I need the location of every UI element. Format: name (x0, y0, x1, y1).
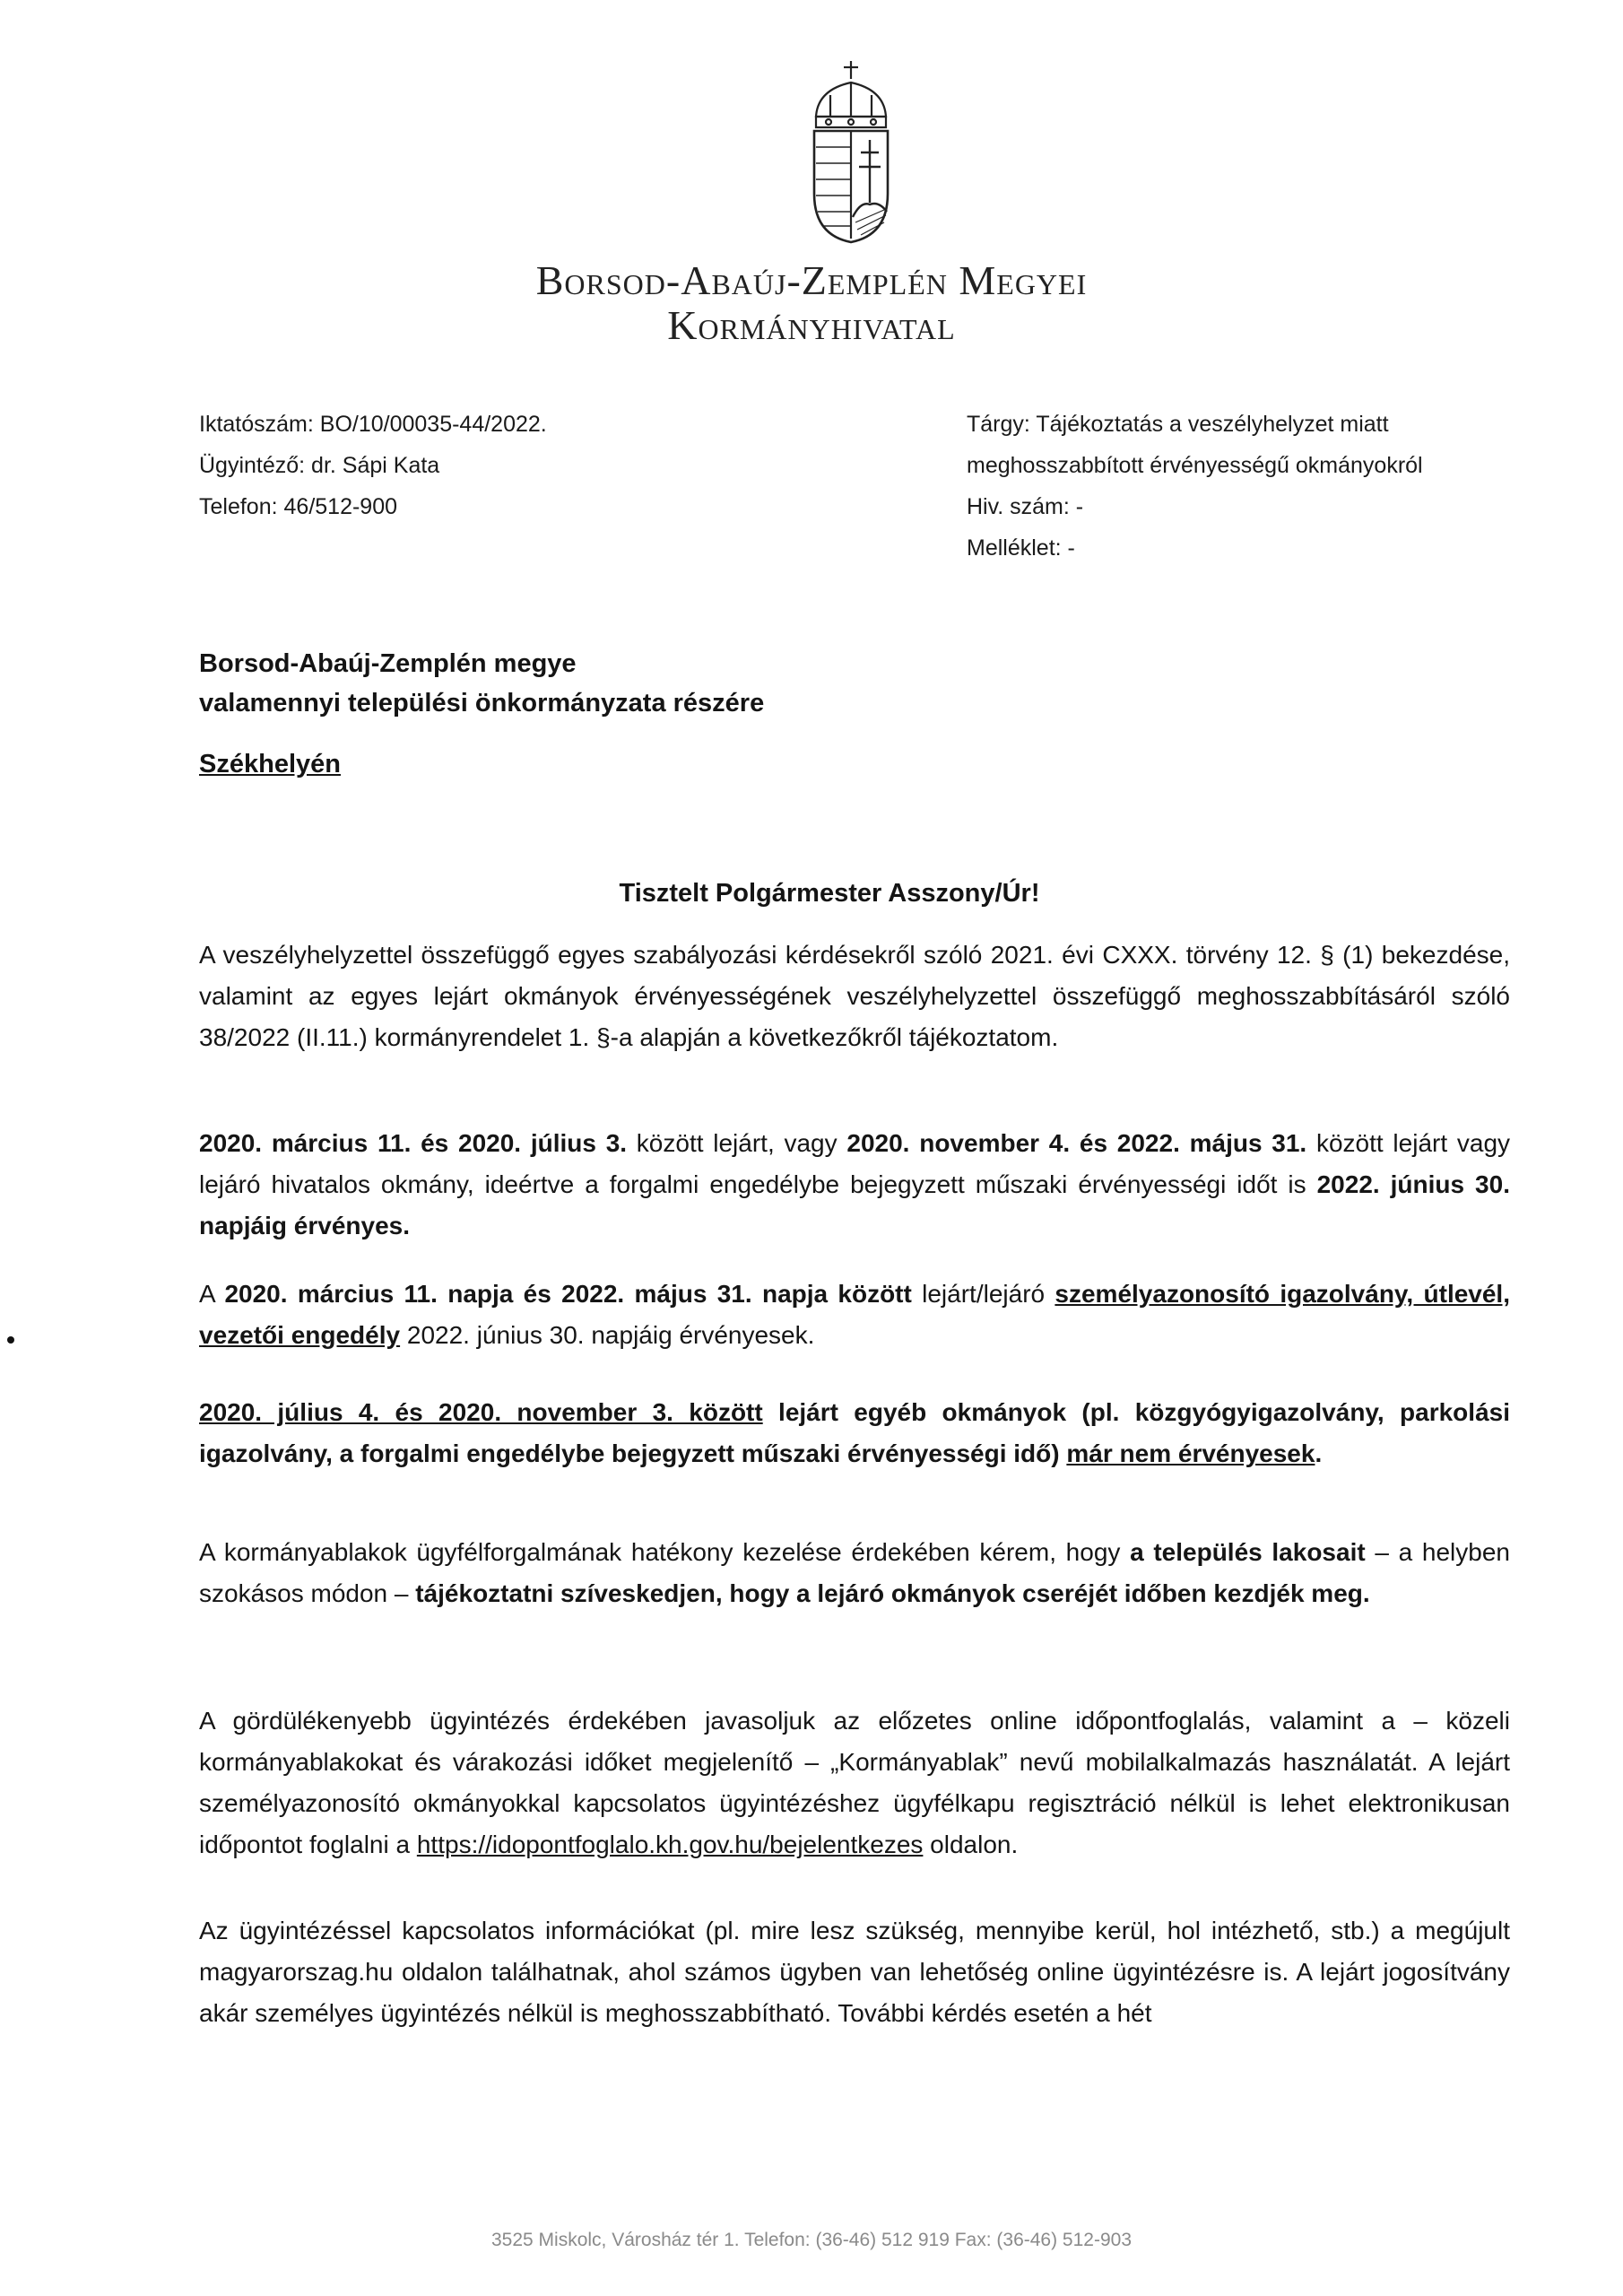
addressee-line1: Borsod-Abaúj-Zemplén megye (199, 649, 577, 678)
footer-address: 3525 Miskolc, Városház tér 1. Telefon: (36-46) 512 919 Fax: (36-46) 512-903 (490, 2230, 1133, 2250)
meta-left (199, 404, 547, 527)
filing-number: Iktatószám: BO/10/00035-44/2022. (199, 412, 547, 437)
request-inform: tájékoztatni szíveskedjen, hogy a lejáró okmányok cseréjét időben kezdjék meg. (415, 1579, 1370, 1607)
validity-period-2: 2020. november 4. és 2022. május 31. (846, 1129, 1307, 1157)
reference-number: Hiv. szám: - (967, 494, 1084, 519)
salutation: Tisztelt Polgármester Asszony/Úr! (619, 879, 1040, 908)
paragraph-end: . (1315, 1439, 1323, 1467)
addressee-line2: valamennyi települési önkormányzata részére (199, 689, 765, 718)
paragraph-text: A (199, 1280, 225, 1308)
office-name-line1: Borsod-Abaúj-Zemplén Megyei (535, 257, 1088, 303)
addressee (199, 644, 764, 723)
paragraph-other-documents (199, 1392, 1510, 1474)
paragraph-id-documents (199, 1274, 1510, 1356)
validity-period-1: 2020. március 11. és 2020. július 3. (199, 1129, 628, 1157)
id-document-types: személyazonosító igazolvány, útlevél, vezetői engedély (199, 1280, 1510, 1349)
addressee-seat: Székhelyén (199, 750, 341, 778)
phone-number: Telefon: 46/512-900 (199, 494, 398, 519)
id-validity-period: 2020. március 11. napja és 2022. május 31. napja között (224, 1280, 912, 1308)
hungarian-coat-of-arms-icon (803, 59, 898, 244)
case-officer: Ügyintéző: dr. Sápi Kata (199, 453, 440, 478)
paragraph-request (199, 1532, 1510, 1614)
margin-dot (7, 1336, 14, 1344)
paragraph-text: között lejárt, vagy (627, 1129, 847, 1157)
paragraph-text: A kormányablakok ügyfélforgalmának hatékony kezelése érdekében kérem, hogy (199, 1538, 1131, 1566)
meta-right (967, 404, 1423, 569)
paragraph-validity (199, 1123, 1510, 1247)
paragraph-text: A gördülékenyebb ügyintézés érdekében javasoljuk az előzetes online időpontfoglalás, valamint a – közeli kormányablakokat és várakozási időket megjelenítő – „Kormányablak” nevű mobilalkalmazás használatát. A lejárt személyazonosító okmányokkal kapcsolatos ügyintézéshez ügyfélkapu regisztráció nélkül is lehet elektronikusan időpontot foglalni a (199, 1707, 1510, 1858)
attachment: Melléklet: - (967, 535, 1075, 561)
request-residents: a település lakosait (1130, 1538, 1366, 1566)
office-name-line2: Kormányhivatal (667, 302, 956, 348)
paragraph-text: 2022. június 30. napjáig érvényesek. (400, 1321, 815, 1349)
subject-line1: Tárgy: Tájékoztatás a veszélyhelyzet miatt (967, 412, 1389, 437)
paragraph-text: – a helyben szokásos módon – (199, 1538, 1510, 1607)
other-docs-period: 2020. július 4. és 2020. november 3. között (199, 1398, 763, 1426)
booking-link[interactable]: https://idopontfoglalo.kh.gov.hu/bejelentkezes (416, 1831, 924, 1858)
paragraph-text: lejárt egyéb okmányok (pl. közgyógyigazolvány, parkolási igazolvány, a forgalmi engedélybe bejegyzett műszaki érvényességi idő) (199, 1398, 1510, 1467)
paragraph-text: között lejárt vagy lejáró hivatalos okmány, ideértve a forgalmi engedélybe bejegyzett műszaki érvényességi időt is (199, 1129, 1511, 1198)
paragraph-online-booking (199, 1700, 1510, 1866)
subject-line2: meghosszabbított érvényességű okmányokról (967, 453, 1423, 478)
no-longer-valid: már nem érvényesek (1066, 1439, 1315, 1467)
paragraph-text: lejárt/lejáró (911, 1280, 1055, 1308)
paragraph-information: Az ügyintézéssel kapcsolatos információkat (pl. mire lesz szükség, mennyibe kerül, hol intézhető, stb.) a megújult magyarorszag.hu oldalon találhatnak, ahol számos ügyben van lehetőség online ügyintézésre is. A lejárt jogosítvány akár személyes ügyintézés nélkül is meghosszabbítható. További kérdés esetén a hét (199, 1917, 1510, 2027)
paragraph-legal-basis: A veszélyhelyzettel összefüggő egyes szabályozási kérdésekről szóló 2021. évi CXXX. törvény 12. § (1) bekezdése, valamint az egyes lejárt okmányok érvényességének veszélyhelyzettel összefüggő meghosszabbításáról szóló 38/2022 (II.11.) kormányrendelet 1. §-a alapján a következőkről tájékoztatom. (199, 941, 1510, 1051)
paragraph-text: oldalon. (923, 1831, 1019, 1858)
validity-deadline: 2022. június 30. napjáig érvényes. (199, 1170, 1510, 1239)
